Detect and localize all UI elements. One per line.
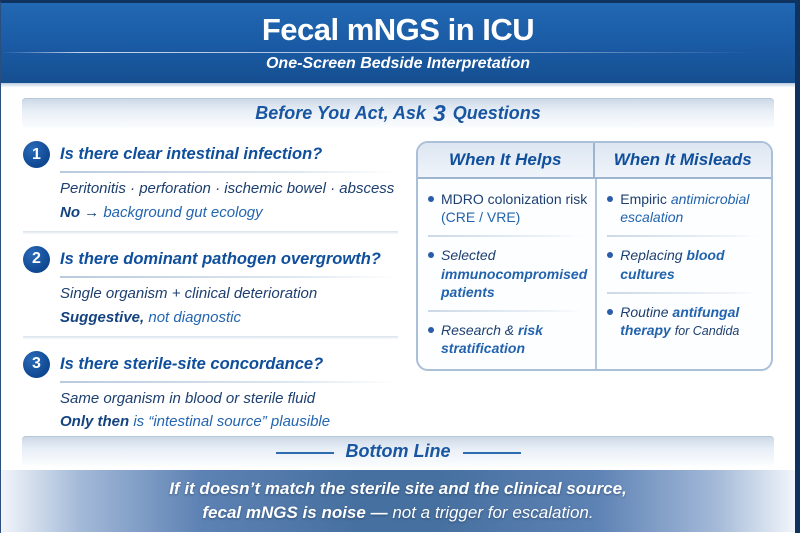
table-header-row <box>418 143 771 179</box>
heading-underline <box>60 171 398 173</box>
item-text-plain: MDRO colonization risk <box>441 191 588 207</box>
bottom-banner-line-1: If it doesn’t match the sterile site and the clinical source, <box>169 479 627 499</box>
bullet-icon <box>607 309 613 315</box>
item-separator <box>607 235 759 237</box>
takeaway-rest: not diagnostic <box>148 308 241 326</box>
item-text-accent: blood cultures <box>620 247 725 282</box>
ask-suffix: Questions <box>452 103 541 123</box>
bullet-icon <box>428 196 434 202</box>
takeaway-bold: No → <box>60 203 100 221</box>
page-subtitle: One-Screen Bedside Interpretation <box>265 55 531 72</box>
bottom-line-ribbon <box>22 436 774 466</box>
item-text-plain: Routine <box>620 303 669 320</box>
helps-item-2 <box>428 246 587 301</box>
table-body <box>418 179 771 369</box>
takeaway-rest: is “intestinal source” plausible <box>133 413 331 431</box>
misleads-item-3 <box>607 303 763 339</box>
item-text-accent: risk stratification <box>441 321 543 357</box>
ask-number: 3 <box>432 100 446 126</box>
misleads-item-3-text <box>620 303 763 339</box>
question-3-header <box>23 351 398 378</box>
question-1-heading: Is there clear intestinal infection? <box>60 145 323 163</box>
helps-item-1 <box>428 190 587 226</box>
question-2-takeaway <box>60 309 398 326</box>
main-content <box>1 128 795 430</box>
question-2-header <box>23 246 398 273</box>
question-1-number-badge: 1 <box>23 141 50 168</box>
helps-item-2-text <box>441 246 587 301</box>
heading-underline <box>60 381 398 383</box>
question-separator <box>23 231 398 234</box>
item-text-accent: antifungal therapy <box>620 303 740 338</box>
misleads-item-2 <box>607 246 763 282</box>
question-block-3 <box>23 351 398 431</box>
misleads-item-2-text <box>620 246 763 282</box>
item-separator <box>428 310 583 312</box>
question-2-heading: Is there dominant pathogen overgrowth? <box>60 249 381 268</box>
banner-divider <box>1 52 795 53</box>
item-text-plain: Research & <box>441 321 515 338</box>
bottom-banner-line-2 <box>1 503 795 523</box>
banner-bottom-strip <box>1 83 795 87</box>
bottom-banner-line-2-rest: not a trigger for escalation. <box>392 503 594 523</box>
misleads-column <box>597 179 771 369</box>
question-3-takeaway <box>60 413 398 430</box>
question-block-1 <box>23 141 398 221</box>
helps-item-3-text <box>441 321 587 357</box>
ask-prefix: Before You Act, Ask <box>255 103 426 123</box>
question-2-number-badge: 2 <box>23 246 50 273</box>
misleads-item-1 <box>607 190 763 226</box>
bullet-icon <box>428 327 434 333</box>
bottom-banner-line-2-bold: fecal mNGS is noise — <box>202 503 388 523</box>
column-header-when-it-misleads: When It Misleads <box>613 150 752 169</box>
bottom-line-label: Bottom Line <box>345 441 451 462</box>
takeaway-rest: background gut ecology <box>103 203 263 221</box>
questions-column <box>23 141 398 430</box>
item-text-accent: antimicrobial escalation <box>620 191 750 226</box>
question-1-takeaway <box>60 204 398 221</box>
misleads-item-1-text <box>620 190 763 226</box>
heading-underline <box>60 276 398 278</box>
helps-misleads-table <box>416 141 773 371</box>
question-block-2 <box>23 246 398 326</box>
item-separator <box>607 292 759 294</box>
helps-column <box>418 179 597 369</box>
takeaway-bold: Only then <box>60 413 130 431</box>
column-header-when-it-helps: When It Helps <box>418 143 595 177</box>
item-text-suffix: for Candida <box>674 323 740 338</box>
dash-line-right <box>463 452 521 454</box>
item-text-accent: immunocompromised patients <box>441 265 588 300</box>
question-1-body: Peritonitis · perforation · ischemic bowel · abscess <box>60 180 395 197</box>
question-3-number-badge: 3 <box>23 351 50 378</box>
bullet-icon <box>607 196 613 202</box>
item-text-plain: Empiric <box>620 191 667 207</box>
takeaway-bold: Suggestive, <box>60 308 145 326</box>
bottom-banner <box>1 470 795 532</box>
question-separator <box>23 336 398 339</box>
question-3-body: Same organism in blood or sterile fluid <box>60 389 316 407</box>
bullet-icon <box>428 252 434 258</box>
question-2-body: Single organism + clinical deterioration <box>60 284 318 302</box>
question-3-heading: Is there sterile-site concordance? <box>60 354 324 373</box>
section-header-ask <box>22 98 774 128</box>
item-separator <box>428 235 583 237</box>
helps-item-3 <box>428 321 587 357</box>
dash-line-left <box>276 452 334 454</box>
page-title: Fecal mNGS in ICU <box>261 12 535 47</box>
bullet-icon <box>607 252 613 258</box>
question-1-header <box>23 141 398 168</box>
header-banner <box>1 3 795 83</box>
item-text-plain: Selected <box>441 247 496 264</box>
helps-item-1-text <box>441 190 587 226</box>
item-text-accent: (CRE / VRE) <box>441 209 521 226</box>
item-text-plain: Replacing <box>620 247 683 264</box>
